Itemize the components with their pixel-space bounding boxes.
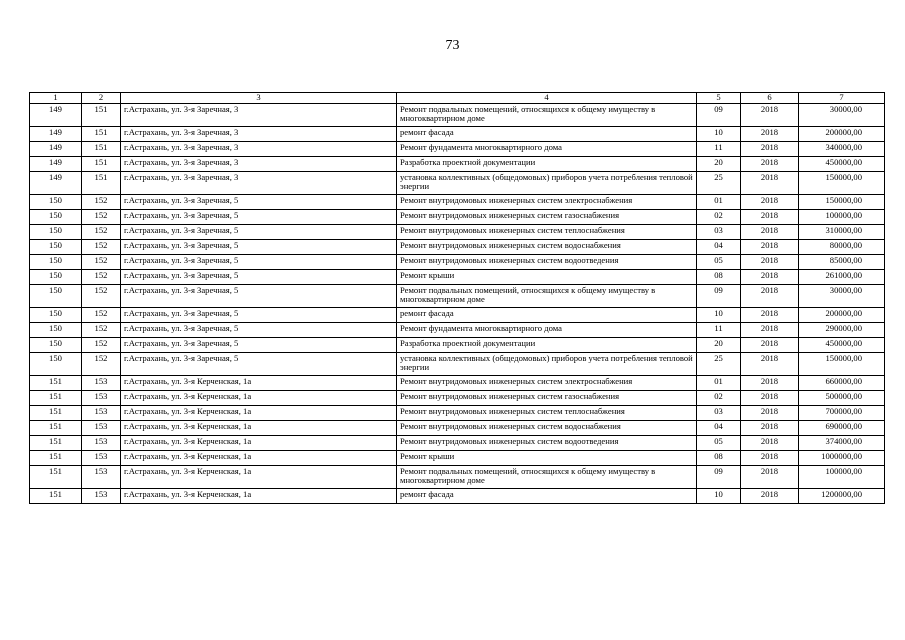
row-seq-cell: 150 [30,285,82,308]
address-cell: г.Астрахань, ул. 3-я Керченская, 1а [121,489,397,504]
work-type-cell: Ремонт подвальных помещений, относящихся к общему имуществу в многоквартирном доме [397,104,697,127]
row-seq-cell: 149 [30,172,82,195]
year-cell: 2018 [741,436,799,451]
work-type-cell: Ремонт внутридомовых инженерных систем теплоснабжения [397,225,697,240]
work-type-cell: Ремонт внутридомовых инженерных систем водоснабжения [397,240,697,255]
work-type-cell: Ремонт внутридомовых инженерных систем водоотведения [397,436,697,451]
cost-cell: 450000,00 [799,338,885,353]
table-row [30,142,885,157]
work-code-cell: 08 [697,270,741,285]
house-number-cell: 153 [82,391,121,406]
cost-cell: 100000,00 [799,466,885,489]
house-number-cell: 152 [82,323,121,338]
work-type-cell: установка коллективных (общедомовых) приборов учета потребления тепловой энергии [397,353,697,376]
work-code-cell: 10 [697,127,741,142]
row-seq-cell: 151 [30,451,82,466]
house-number-cell: 153 [82,489,121,504]
house-number-cell: 152 [82,195,121,210]
table-row [30,255,885,270]
address-cell: г.Астрахань, ул. 3-я Заречная, 5 [121,285,397,308]
year-cell: 2018 [741,466,799,489]
cost-cell: 700000,00 [799,406,885,421]
work-code-cell: 11 [697,142,741,157]
year-cell: 2018 [741,210,799,225]
row-seq-cell: 151 [30,406,82,421]
year-cell: 2018 [741,308,799,323]
cost-cell: 150000,00 [799,172,885,195]
work-code-cell: 04 [697,421,741,436]
table-row [30,489,885,504]
work-code-cell: 20 [697,157,741,172]
table-row [30,285,885,308]
row-seq-cell: 151 [30,489,82,504]
work-type-cell: установка коллективных (общедомовых) приборов учета потребления тепловой энергии [397,172,697,195]
year-cell: 2018 [741,391,799,406]
address-cell: г.Астрахань, ул. 3-я Заречная, 5 [121,210,397,225]
cost-cell: 150000,00 [799,195,885,210]
work-code-cell: 04 [697,240,741,255]
table-row [30,104,885,127]
table-row [30,195,885,210]
work-type-cell: Ремонт внутридомовых инженерных систем водоснабжения [397,421,697,436]
table-row [30,466,885,489]
work-type-cell: Ремонт подвальных помещений, относящихся к общему имуществу в многоквартирном доме [397,285,697,308]
work-type-cell: Ремонт внутридомовых инженерных систем электроснабжения [397,376,697,391]
house-number-cell: 151 [82,142,121,157]
table-row [30,210,885,225]
cost-cell: 80000,00 [799,240,885,255]
work-type-cell: Ремонт крыши [397,270,697,285]
work-code-cell: 25 [697,172,741,195]
cost-cell: 660000,00 [799,376,885,391]
row-seq-cell: 149 [30,157,82,172]
address-cell: г.Астрахань, ул. 3-я Керченская, 1а [121,391,397,406]
work-code-cell: 02 [697,210,741,225]
work-code-cell: 03 [697,225,741,240]
cost-cell: 30000,00 [799,285,885,308]
row-seq-cell: 149 [30,127,82,142]
year-cell: 2018 [741,240,799,255]
house-number-cell: 152 [82,255,121,270]
house-number-cell: 151 [82,104,121,127]
year-cell: 2018 [741,255,799,270]
row-seq-cell: 150 [30,323,82,338]
house-number-cell: 152 [82,308,121,323]
house-number-cell: 153 [82,406,121,421]
work-code-cell: 05 [697,255,741,270]
column-header: 4 [397,93,697,104]
work-type-cell: Ремонт внутридомовых инженерных систем газоснабжения [397,210,697,225]
year-cell: 2018 [741,270,799,285]
cost-cell: 200000,00 [799,127,885,142]
cost-cell: 150000,00 [799,353,885,376]
work-code-cell: 01 [697,376,741,391]
column-header: 6 [741,93,799,104]
work-code-cell: 02 [697,391,741,406]
column-header: 5 [697,93,741,104]
table-row [30,270,885,285]
row-seq-cell: 150 [30,225,82,240]
year-cell: 2018 [741,451,799,466]
address-cell: г.Астрахань, ул. 3-я Заречная, 5 [121,323,397,338]
address-cell: г.Астрахань, ул. 3-я Заречная, 5 [121,308,397,323]
row-seq-cell: 151 [30,376,82,391]
cost-cell: 340000,00 [799,142,885,157]
address-cell: г.Астрахань, ул. 3-я Заречная, 3 [121,157,397,172]
work-code-cell: 10 [697,489,741,504]
table-row [30,353,885,376]
year-cell: 2018 [741,323,799,338]
year-cell: 2018 [741,353,799,376]
page-number: 73 [445,38,460,53]
address-cell: г.Астрахань, ул. 3-я Заречная, 3 [121,104,397,127]
work-code-cell: 09 [697,466,741,489]
address-cell: г.Астрахань, ул. 3-я Заречная, 5 [121,240,397,255]
house-number-cell: 153 [82,376,121,391]
work-type-cell: Ремонт внутридомовых инженерных систем теплоснабжения [397,406,697,421]
row-seq-cell: 149 [30,104,82,127]
work-type-cell: Разработка проектной документации [397,338,697,353]
work-type-cell: Разработка проектной документации [397,157,697,172]
house-number-cell: 152 [82,240,121,255]
address-cell: г.Астрахань, ул. 3-я Заречная, 5 [121,225,397,240]
row-seq-cell: 150 [30,338,82,353]
year-cell: 2018 [741,225,799,240]
work-code-cell: 09 [697,104,741,127]
year-cell: 2018 [741,406,799,421]
work-code-cell: 11 [697,323,741,338]
cost-cell: 290000,00 [799,323,885,338]
table-row [30,376,885,391]
column-header: 2 [82,93,121,104]
address-cell: г.Астрахань, ул. 3-я Керченская, 1а [121,406,397,421]
work-type-cell: ремонт фасада [397,489,697,504]
work-type-cell: Ремонт внутридомовых инженерных систем газоснабжения [397,391,697,406]
table-row [30,172,885,195]
cost-cell: 450000,00 [799,157,885,172]
row-seq-cell: 150 [30,308,82,323]
cost-cell: 261000,00 [799,270,885,285]
house-number-cell: 151 [82,172,121,195]
house-number-cell: 152 [82,270,121,285]
row-seq-cell: 150 [30,255,82,270]
year-cell: 2018 [741,172,799,195]
row-seq-cell: 150 [30,240,82,255]
column-header: 3 [121,93,397,104]
address-cell: г.Астрахань, ул. 3-я Заречная, 3 [121,142,397,157]
house-number-cell: 151 [82,127,121,142]
work-type-cell: Ремонт подвальных помещений, относящихся к общему имуществу в многоквартирном доме [397,466,697,489]
work-code-cell: 20 [697,338,741,353]
year-cell: 2018 [741,421,799,436]
work-code-cell: 10 [697,308,741,323]
table-row [30,421,885,436]
house-number-cell: 153 [82,436,121,451]
table-row [30,308,885,323]
year-cell: 2018 [741,376,799,391]
row-seq-cell: 149 [30,142,82,157]
year-cell: 2018 [741,285,799,308]
cost-cell: 1000000,00 [799,451,885,466]
address-cell: г.Астрахань, ул. 3-я Керченская, 1а [121,466,397,489]
row-seq-cell: 150 [30,353,82,376]
work-type-cell: Ремонт фундамента многоквартирного дома [397,142,697,157]
table-row [30,225,885,240]
work-type-cell: Ремонт фундамента многоквартирного дома [397,323,697,338]
address-cell: г.Астрахань, ул. 3-я Керченская, 1а [121,376,397,391]
column-header: 1 [30,93,82,104]
table-row [30,240,885,255]
work-type-cell: Ремонт крыши [397,451,697,466]
row-seq-cell: 150 [30,270,82,285]
address-cell: г.Астрахань, ул. 3-я Заречная, 5 [121,270,397,285]
address-cell: г.Астрахань, ул. 3-я Заречная, 5 [121,255,397,270]
work-type-cell: Ремонт внутридомовых инженерных систем электроснабжения [397,195,697,210]
house-number-cell: 152 [82,338,121,353]
work-code-cell: 03 [697,406,741,421]
house-number-cell: 152 [82,285,121,308]
work-code-cell: 05 [697,436,741,451]
year-cell: 2018 [741,489,799,504]
year-cell: 2018 [741,142,799,157]
table-body [30,104,885,504]
table-row [30,391,885,406]
cost-cell: 30000,00 [799,104,885,127]
year-cell: 2018 [741,104,799,127]
row-seq-cell: 150 [30,195,82,210]
work-type-cell: Ремонт внутридомовых инженерных систем водоотведения [397,255,697,270]
address-cell: г.Астрахань, ул. 3-я Керченская, 1а [121,451,397,466]
cost-cell: 100000,00 [799,210,885,225]
cost-cell: 200000,00 [799,308,885,323]
table-row [30,436,885,451]
row-seq-cell: 151 [30,436,82,451]
year-cell: 2018 [741,127,799,142]
row-seq-cell: 151 [30,421,82,436]
cost-cell: 1200000,00 [799,489,885,504]
house-number-cell: 152 [82,210,121,225]
row-seq-cell: 151 [30,391,82,406]
table-row [30,323,885,338]
cost-cell: 310000,00 [799,225,885,240]
year-cell: 2018 [741,338,799,353]
year-cell: 2018 [741,195,799,210]
cost-cell: 500000,00 [799,391,885,406]
cost-cell: 374000,00 [799,436,885,451]
house-number-cell: 153 [82,451,121,466]
table-row [30,127,885,142]
column-number-row [30,93,885,104]
row-seq-cell: 151 [30,466,82,489]
house-number-cell: 153 [82,421,121,436]
cost-cell: 85000,00 [799,255,885,270]
house-number-cell: 151 [82,157,121,172]
address-cell: г.Астрахань, ул. 3-я Заречная, 5 [121,338,397,353]
address-cell: г.Астрахань, ул. 3-я Заречная, 5 [121,195,397,210]
row-seq-cell: 150 [30,210,82,225]
address-cell: г.Астрахань, ул. 3-я Заречная, 5 [121,353,397,376]
work-code-cell: 09 [697,285,741,308]
table-row [30,338,885,353]
house-number-cell: 152 [82,353,121,376]
work-type-cell: ремонт фасада [397,127,697,142]
work-code-cell: 08 [697,451,741,466]
address-cell: г.Астрахань, ул. 3-я Заречная, 3 [121,172,397,195]
address-cell: г.Астрахань, ул. 3-я Керченская, 1а [121,421,397,436]
address-cell: г.Астрахань, ул. 3-я Керченская, 1а [121,436,397,451]
table-row [30,157,885,172]
work-code-cell: 25 [697,353,741,376]
year-cell: 2018 [741,157,799,172]
repair-schedule-table [29,92,885,504]
address-cell: г.Астрахань, ул. 3-я Заречная, 3 [121,127,397,142]
cost-cell: 690000,00 [799,421,885,436]
column-header: 7 [799,93,885,104]
work-code-cell: 01 [697,195,741,210]
house-number-cell: 152 [82,225,121,240]
table-row [30,451,885,466]
work-type-cell: ремонт фасада [397,308,697,323]
table-row [30,406,885,421]
house-number-cell: 153 [82,466,121,489]
